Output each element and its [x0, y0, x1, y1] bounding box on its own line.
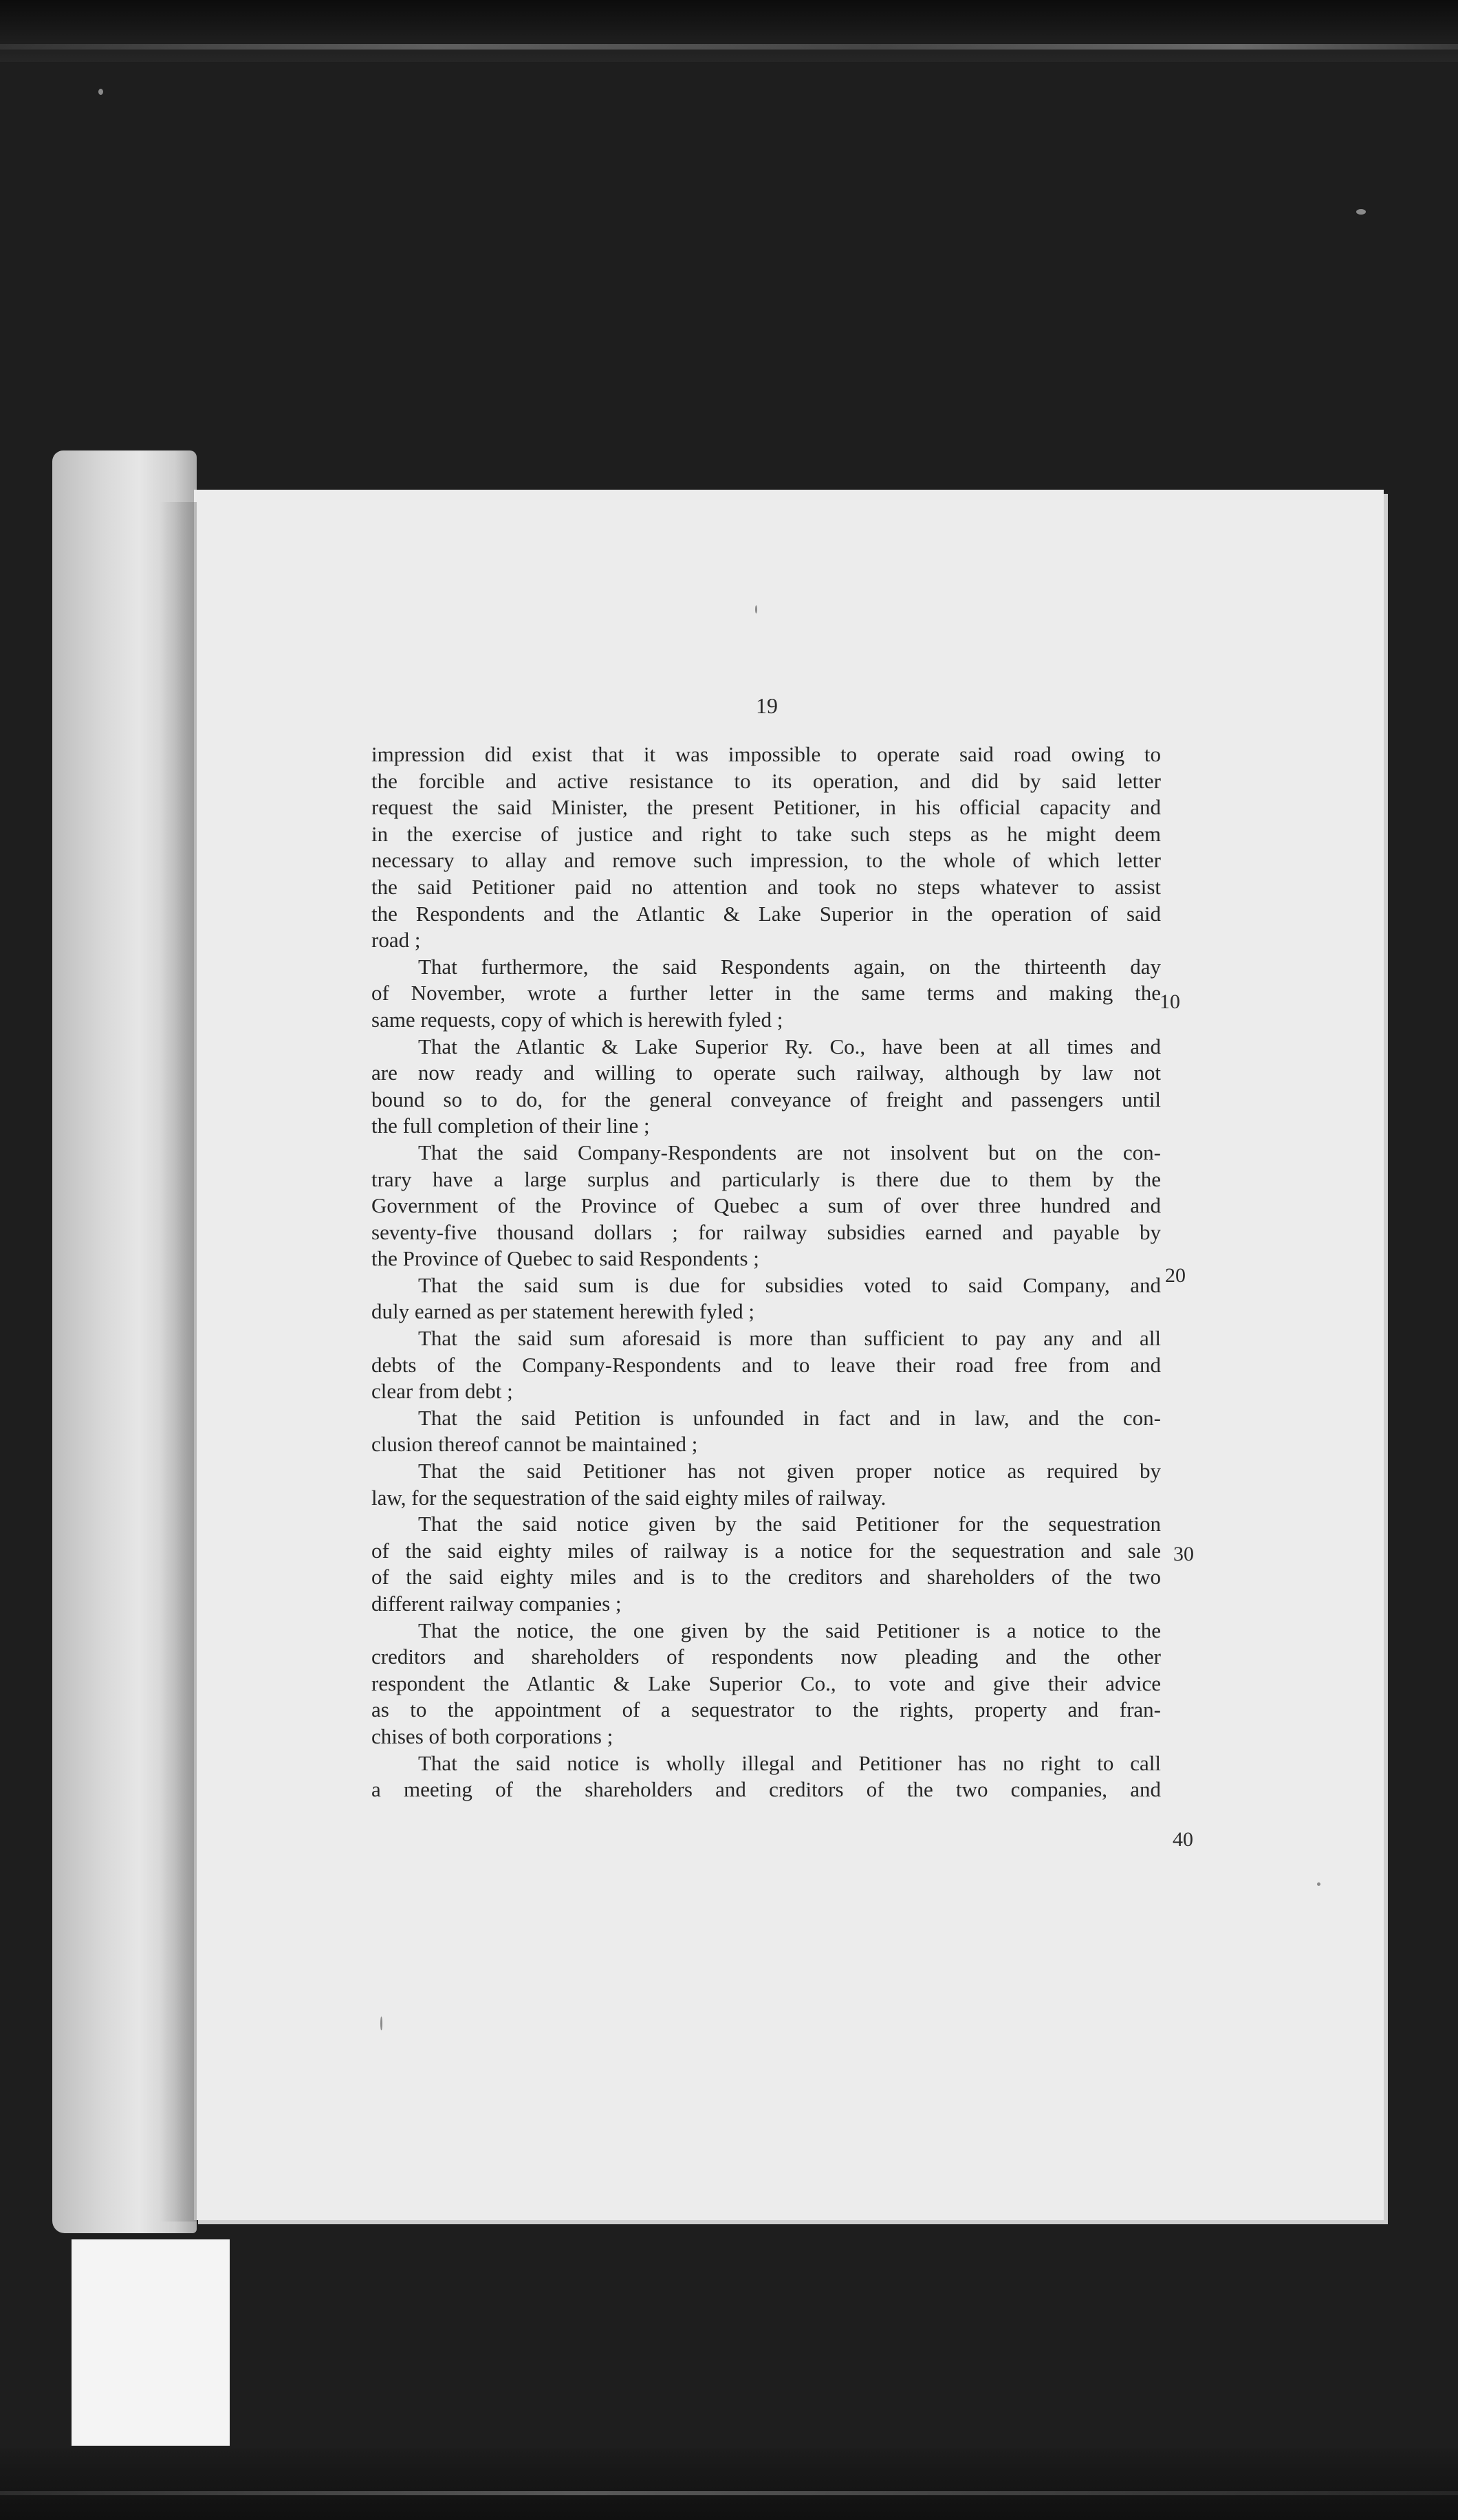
page-gutter-shadow [160, 502, 197, 2222]
scan-bottom-edge [0, 2448, 1458, 2520]
line-number-30: 30 [1173, 1543, 1194, 1565]
text-line: the said Petitioner paid no attention and took no steps whatever to assist [371, 874, 1161, 899]
text-line: of the said eighty miles and is to the creditors and shareholders of the two [371, 1565, 1161, 1589]
text-line: a meeting of the shareholders and creditors of the two companies, and [371, 1777, 1161, 1802]
text-line: That the notice, the one given by the said Petitioner is a notice to the [418, 1618, 1161, 1642]
dust-speck [98, 89, 103, 95]
body-text [371, 741, 1161, 1803]
dust-speck [755, 605, 757, 613]
text-line: That the said notice given by the said Petitioner for the sequestration [418, 1512, 1161, 1536]
text-line: creditors and shareholders of respondents now pleading and the other [371, 1644, 1161, 1669]
text-line: impression did exist that it was impossible to operate said road owing to [371, 742, 1161, 766]
scan-streak [0, 44, 1458, 50]
text-line: debts of the Company-Respondents and to leave their road free from and [371, 1352, 1161, 1377]
text-line: request the said Minister, the present Petitioner, in his official capacity and [371, 795, 1161, 820]
text-line: necessary to allay and remove such impression, to the whole of which letter [371, 848, 1161, 873]
text-line: seventy-five thousand dollars ; for railway subsidies earned and payable by [371, 1219, 1161, 1244]
scan-bottom-streak [0, 2491, 1458, 2495]
text-line: clusion thereof cannot be maintained ; [371, 1432, 698, 1457]
text-line: That the said sum is due for subsidies voted to said Company, and [418, 1272, 1161, 1297]
text-line: That the said Company-Respondents are not insolvent but on the con- [418, 1140, 1161, 1164]
text-line: That the Atlantic & Lake Superior Ry. Co., have been at all times and [418, 1034, 1161, 1058]
paper-slip [72, 2239, 230, 2446]
text-line: bound so to do, for the general conveyance of freight and passengers until [371, 1087, 1161, 1111]
line-number-10: 10 [1160, 990, 1180, 1013]
text-line: trary have a large surplus and particularly is there due to them by the [371, 1166, 1161, 1191]
text-line: of the said eighty miles of railway is a notice for the sequestration and sale [371, 1538, 1161, 1563]
text-line: That the said Petition is unfounded in fact and in law, and the con- [418, 1405, 1161, 1430]
text-line: of November, wrote a further letter in the same terms and making the [371, 981, 1161, 1006]
text-line: law, for the sequestration of the said eighty miles of railway. [371, 1485, 886, 1510]
text-line: the forcible and active resistance to its operation, and did by said letter [371, 768, 1161, 793]
text-line: chises of both corporations ; [371, 1724, 613, 1748]
text-line: Government of the Province of Quebec a sum of over three hundred and [371, 1193, 1161, 1218]
text-line: different railway companies ; [371, 1592, 622, 1616]
text-line: road ; [371, 928, 421, 953]
text-line: the Respondents and the Atlantic & Lake Superior in the operation of said [371, 901, 1161, 926]
dust-speck [1317, 1882, 1320, 1886]
dust-speck [380, 2017, 382, 2030]
text-line: That the said sum aforesaid is more than sufficient to pay any and all [418, 1326, 1161, 1351]
line-number-20: 20 [1165, 1264, 1186, 1287]
text-line: the Province of Quebec to said Respondents ; [371, 1246, 759, 1271]
text-line: That furthermore, the said Respondents again, on the thirteenth day [418, 954, 1161, 979]
text-line: clear from debt ; [371, 1379, 513, 1404]
text-line: the full completion of their line ; [371, 1114, 650, 1138]
text-line: same requests, copy of which is herewith fyled ; [371, 1007, 783, 1032]
text-line: respondent the Atlantic & Lake Superior Co., to vote and give their advice [371, 1671, 1161, 1695]
text-line: That the said Petitioner has not given proper notice as required by [418, 1459, 1161, 1484]
line-number-40: 40 [1173, 1828, 1193, 1851]
scan-top-edge [0, 0, 1458, 62]
dust-speck [1356, 209, 1366, 215]
text-line: That the said notice is wholly illegal and Petitioner has no right to call [418, 1750, 1161, 1775]
text-line: in the exercise of justice and right to take such steps as he might deem [371, 821, 1161, 846]
text-line: are now ready and willing to operate such railway, although by law not [371, 1061, 1161, 1085]
text-line: as to the appointment of a sequestrator to the rights, property and fran- [371, 1697, 1161, 1722]
text-line: duly earned as per statement herewith fyled ; [371, 1299, 754, 1324]
page-number: 19 [756, 693, 778, 718]
